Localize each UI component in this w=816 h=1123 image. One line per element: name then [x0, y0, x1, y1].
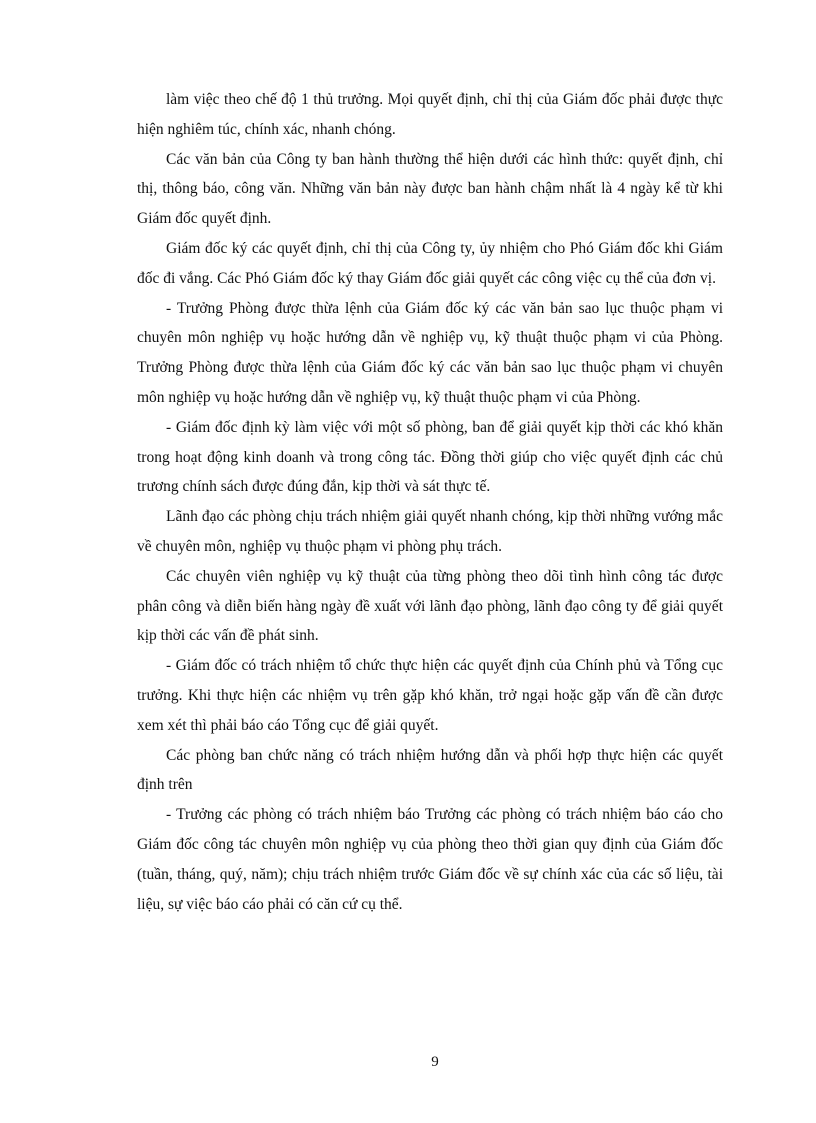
paragraph: - Trưởng các phòng có trách nhiệm báo Trưởng các phòng có trách nhiệm báo cáo cho Giám đốc công tác chuyên môn nghiệp vụ của phòng theo thời gian quy định của Giám đốc (tuần, tháng, quý, năm); chịu trách nhiệm trước Giám đốc về sự chính xác của các số liệu, tài liệu, sự việc báo cáo phải có căn cứ cụ thể.	[137, 806, 723, 913]
paragraph: - Trưởng Phòng được thừa lệnh của Giám đốc ký các văn bản sao lục thuộc phạm vi chuyên môn nghiệp vụ hoặc hướng dẫn về nghiệp vụ, kỹ thuật thuộc phạm vi của Phòng. Trưởng Phòng được thừa lệnh của Giám đốc ký các văn bản sao lục thuộc phạm vi chuyên môn nghiệp vụ hoặc hướng dẫn về nghiệp vụ, kỹ thuật thuộc phạm vi của Phòng.	[137, 299, 723, 406]
body-text	[137, 85, 723, 919]
paragraph: Các văn bản của Công ty ban hành thường thể hiện dưới các hình thức: quyết định, chỉ thị, thông báo, công văn. Những văn bản này được ban hành chậm nhất là 4 ngày kể từ khi Giám đốc quyết định.	[137, 150, 723, 228]
paragraph: làm việc theo chế độ 1 thủ trưởng. Mọi quyết định, chỉ thị của Giám đốc phải được thực hiện nghiêm túc, chính xác, nhanh chóng.	[137, 91, 723, 138]
paragraph: Các phòng ban chức năng có trách nhiệm hướng dẫn và phối hợp thực hiện các quyết định trên	[137, 746, 723, 794]
paragraph: - Giám đốc định kỳ làm việc với một số phòng, ban để giải quyết kịp thời các khó khăn trong hoạt động kinh doanh và trong công tác. Đồng thời giúp cho việc quyết định các chủ trương chính sách được đúng đắn, kịp thời và sát thực tế.	[137, 418, 723, 496]
paragraph: Các chuyên viên nghiệp vụ kỹ thuật của từng phòng theo dõi tình hình công tác được phân công và diễn biến hàng ngày đề xuất với lãnh đạo phòng, lãnh đạo công ty để giải quyết kịp thời các vấn đề phát sinh.	[137, 567, 723, 645]
paragraph: Giám đốc ký các quyết định, chỉ thị của Công ty, ủy nhiệm cho Phó Giám đốc khi Giám đốc đi vắng. Các Phó Giám đốc ký thay Giám đốc giải quyết các công việc cụ thể của đơn vị.	[137, 239, 723, 287]
paragraph: - Giám đốc có trách nhiệm tổ chức thực hiện các quyết định của Chính phủ và Tổng cục trưởng. Khi thực hiện các nhiệm vụ trên gặp khó khăn, trở ngại hoặc gặp vấn đề cần được xem xét thì phải báo cáo Tổng cục để giải quyết.	[137, 657, 723, 734]
paragraph: Lãnh đạo các phòng chịu trách nhiệm giải quyết nhanh chóng, kịp thời những vướng mắc về chuyên môn, nghiệp vụ thuộc phạm vi phòng phụ trách.	[137, 508, 723, 555]
page-number: 9	[431, 1054, 439, 1070]
